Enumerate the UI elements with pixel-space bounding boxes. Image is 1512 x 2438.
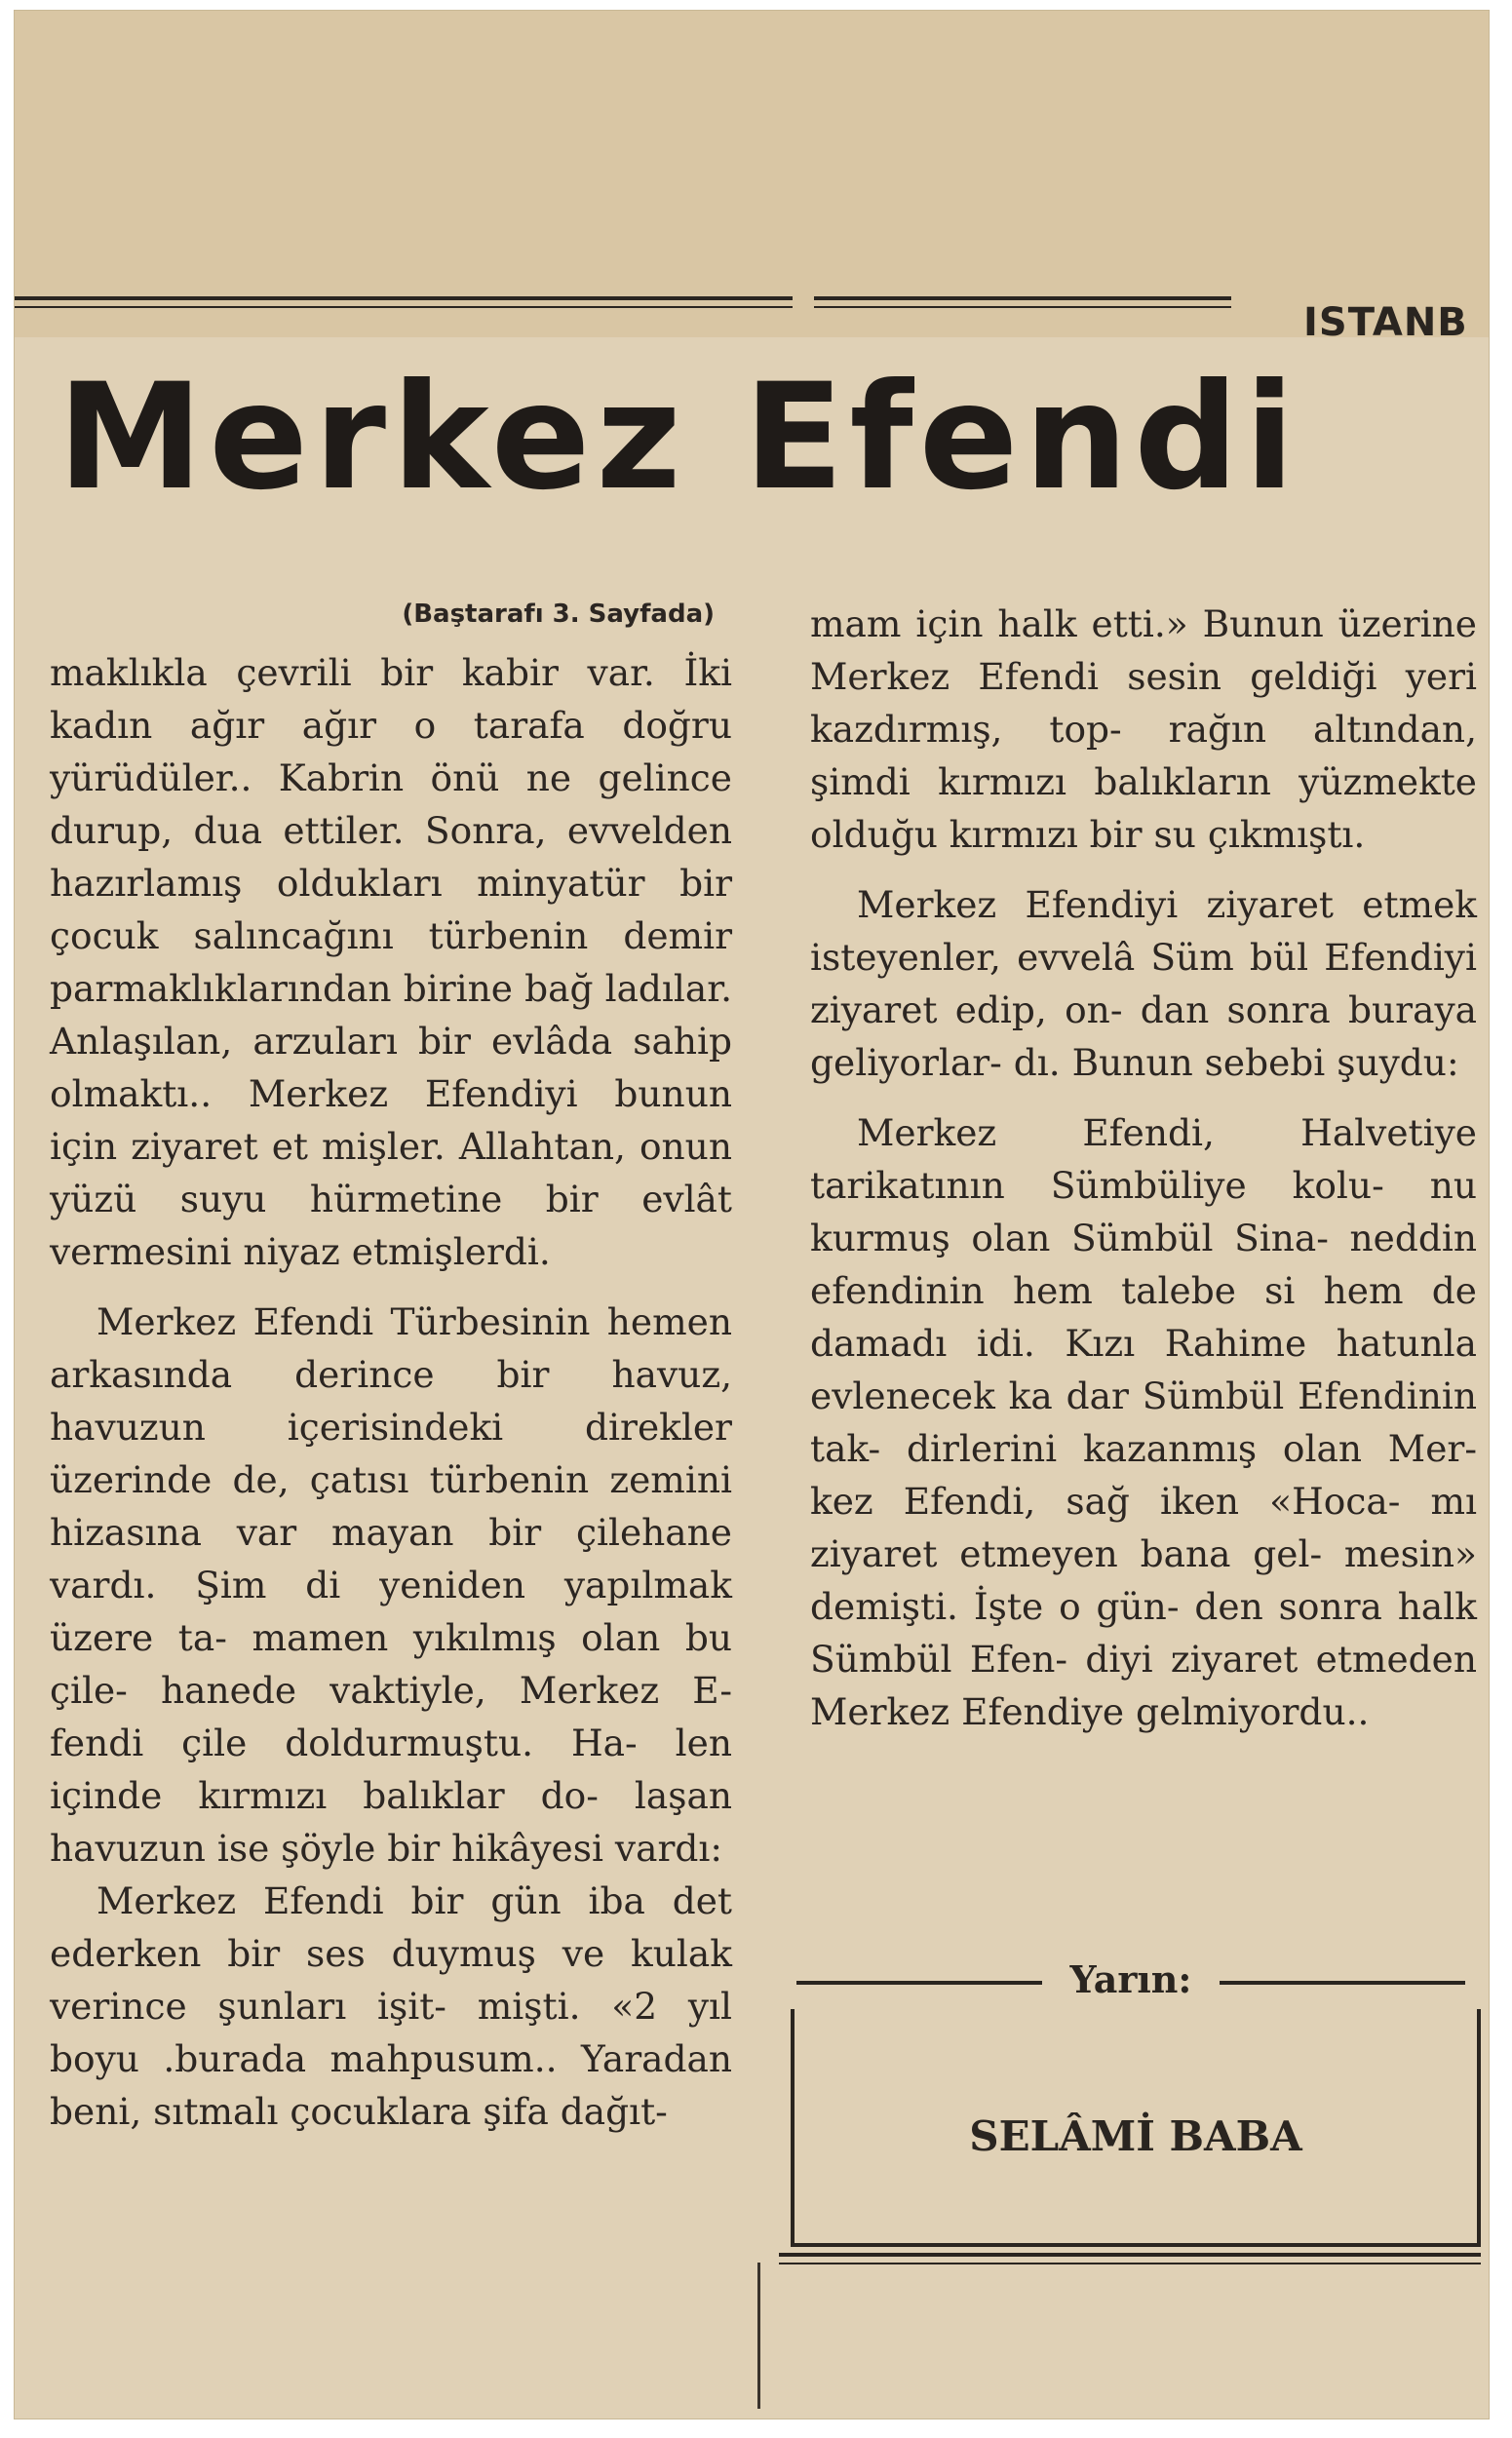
bottom-rule <box>779 2253 1481 2257</box>
top-rule-right-thin <box>814 306 1231 308</box>
column-divider <box>757 2263 760 2409</box>
next-issue-box <box>791 2009 1481 2247</box>
next-issue-label: Yarın: <box>1069 1957 1192 2001</box>
top-rule-right <box>814 296 1231 300</box>
continuation-note: (Baştarafı 3. Sayfada) <box>402 600 715 629</box>
top-rule-left <box>15 296 793 300</box>
right-column <box>810 598 1477 1738</box>
left-paragraph: maklıkla çevrili bir kabir var. İki kadın ağır ağır o tarafa doğru yürüdüler.. Kabrin önü ne gelince durup, dua ettiler. Sonra, evvelden hazırlamış oldukları minyatür bir çocuk salıncağını türbenin demir parmaklıklarından birine bağ ladılar. Anlaşılan, arzuları bir evlâda sahip olmaktı.. Merkez Efendiyi bunun için ziyaret et mişler. Allahtan, onun yüzü suyu hürmetine bir evlât vermesini niyaz etmişlerdi. <box>50 651 732 1273</box>
newspaper-clipping <box>14 10 1490 2419</box>
top-rule-left-thin <box>15 306 793 308</box>
clipping-top-margin <box>15 11 1489 337</box>
right-paragraph: Merkez Efendiyi ziyaret etmek isteyenler, evvelâ Süm bül Efendiyi ziyaret edip, on- dan sonra buraya geliyorlar- dı. Bunun sebebi şuydu: <box>810 883 1477 1084</box>
next-issue-header <box>787 1957 1475 2006</box>
bottom-rule-thin <box>779 2263 1481 2264</box>
next-issue-title: SELÂMİ BABA <box>969 2112 1302 2160</box>
left-paragraph: Merkez Efendi bir gün iba det ederken bir ses duymuş ve kulak verince şunları işit- mişti. «2 yıl boyu .burada mahpusum.. Yaradan beni, sıtmalı çocuklara şifa dağıt- <box>50 1879 732 2133</box>
left-column <box>50 588 732 2138</box>
right-paragraph: mam için halk etti.» Bunun üzerine Merkez Efendi sesin geldiği yeri kazdırmış, top- rağın altından, şimdi kırmızı balıkların yüzmekte olduğu kırmızı bir su çıkmıştı. <box>810 602 1477 856</box>
section-kicker: ISTANB <box>1303 300 1468 345</box>
left-paragraph: Merkez Efendi Türbesinin hemen arkasında derince bir havuz, havuzun içerisindeki direkler üzerinde de, çatısı türbenin zemini hizasına var mayan bir çilehane vardı. Şim di yeniden yapılmak üzere ta- mamen yıkılmış olan bu çile- hanede vaktiyle, Merkez E- fendi çile doldurmuştu. Ha- len içinde kırmızı balıklar do- laşan havuzun ise şöyle bir hikâyesi vardı: <box>50 1300 732 1870</box>
next-issue-rule-right <box>1220 1981 1465 1985</box>
headline: Merkez Efendi <box>58 353 1300 522</box>
right-paragraph: Merkez Efendi, Halvetiye tarikatının Sümbüliye kolu- nu kurmuş olan Sümbül Sina- neddin efendinin hem talebe si hem de damadı idi. Kızı Rahime hatunla evlenecek ka dar Sümbül Efendinin tak- dirlerini kazanmış olan Mer- kez Efendi, sağ iken «Hoca- mı ziyaret etmeyen bana gel- mesin» demişti. İşte o gün- den sonra halk Sümbül Efen- diyi ziyaret etmeden Merkez Efendiye gelmiyordu.. <box>810 1111 1477 1733</box>
